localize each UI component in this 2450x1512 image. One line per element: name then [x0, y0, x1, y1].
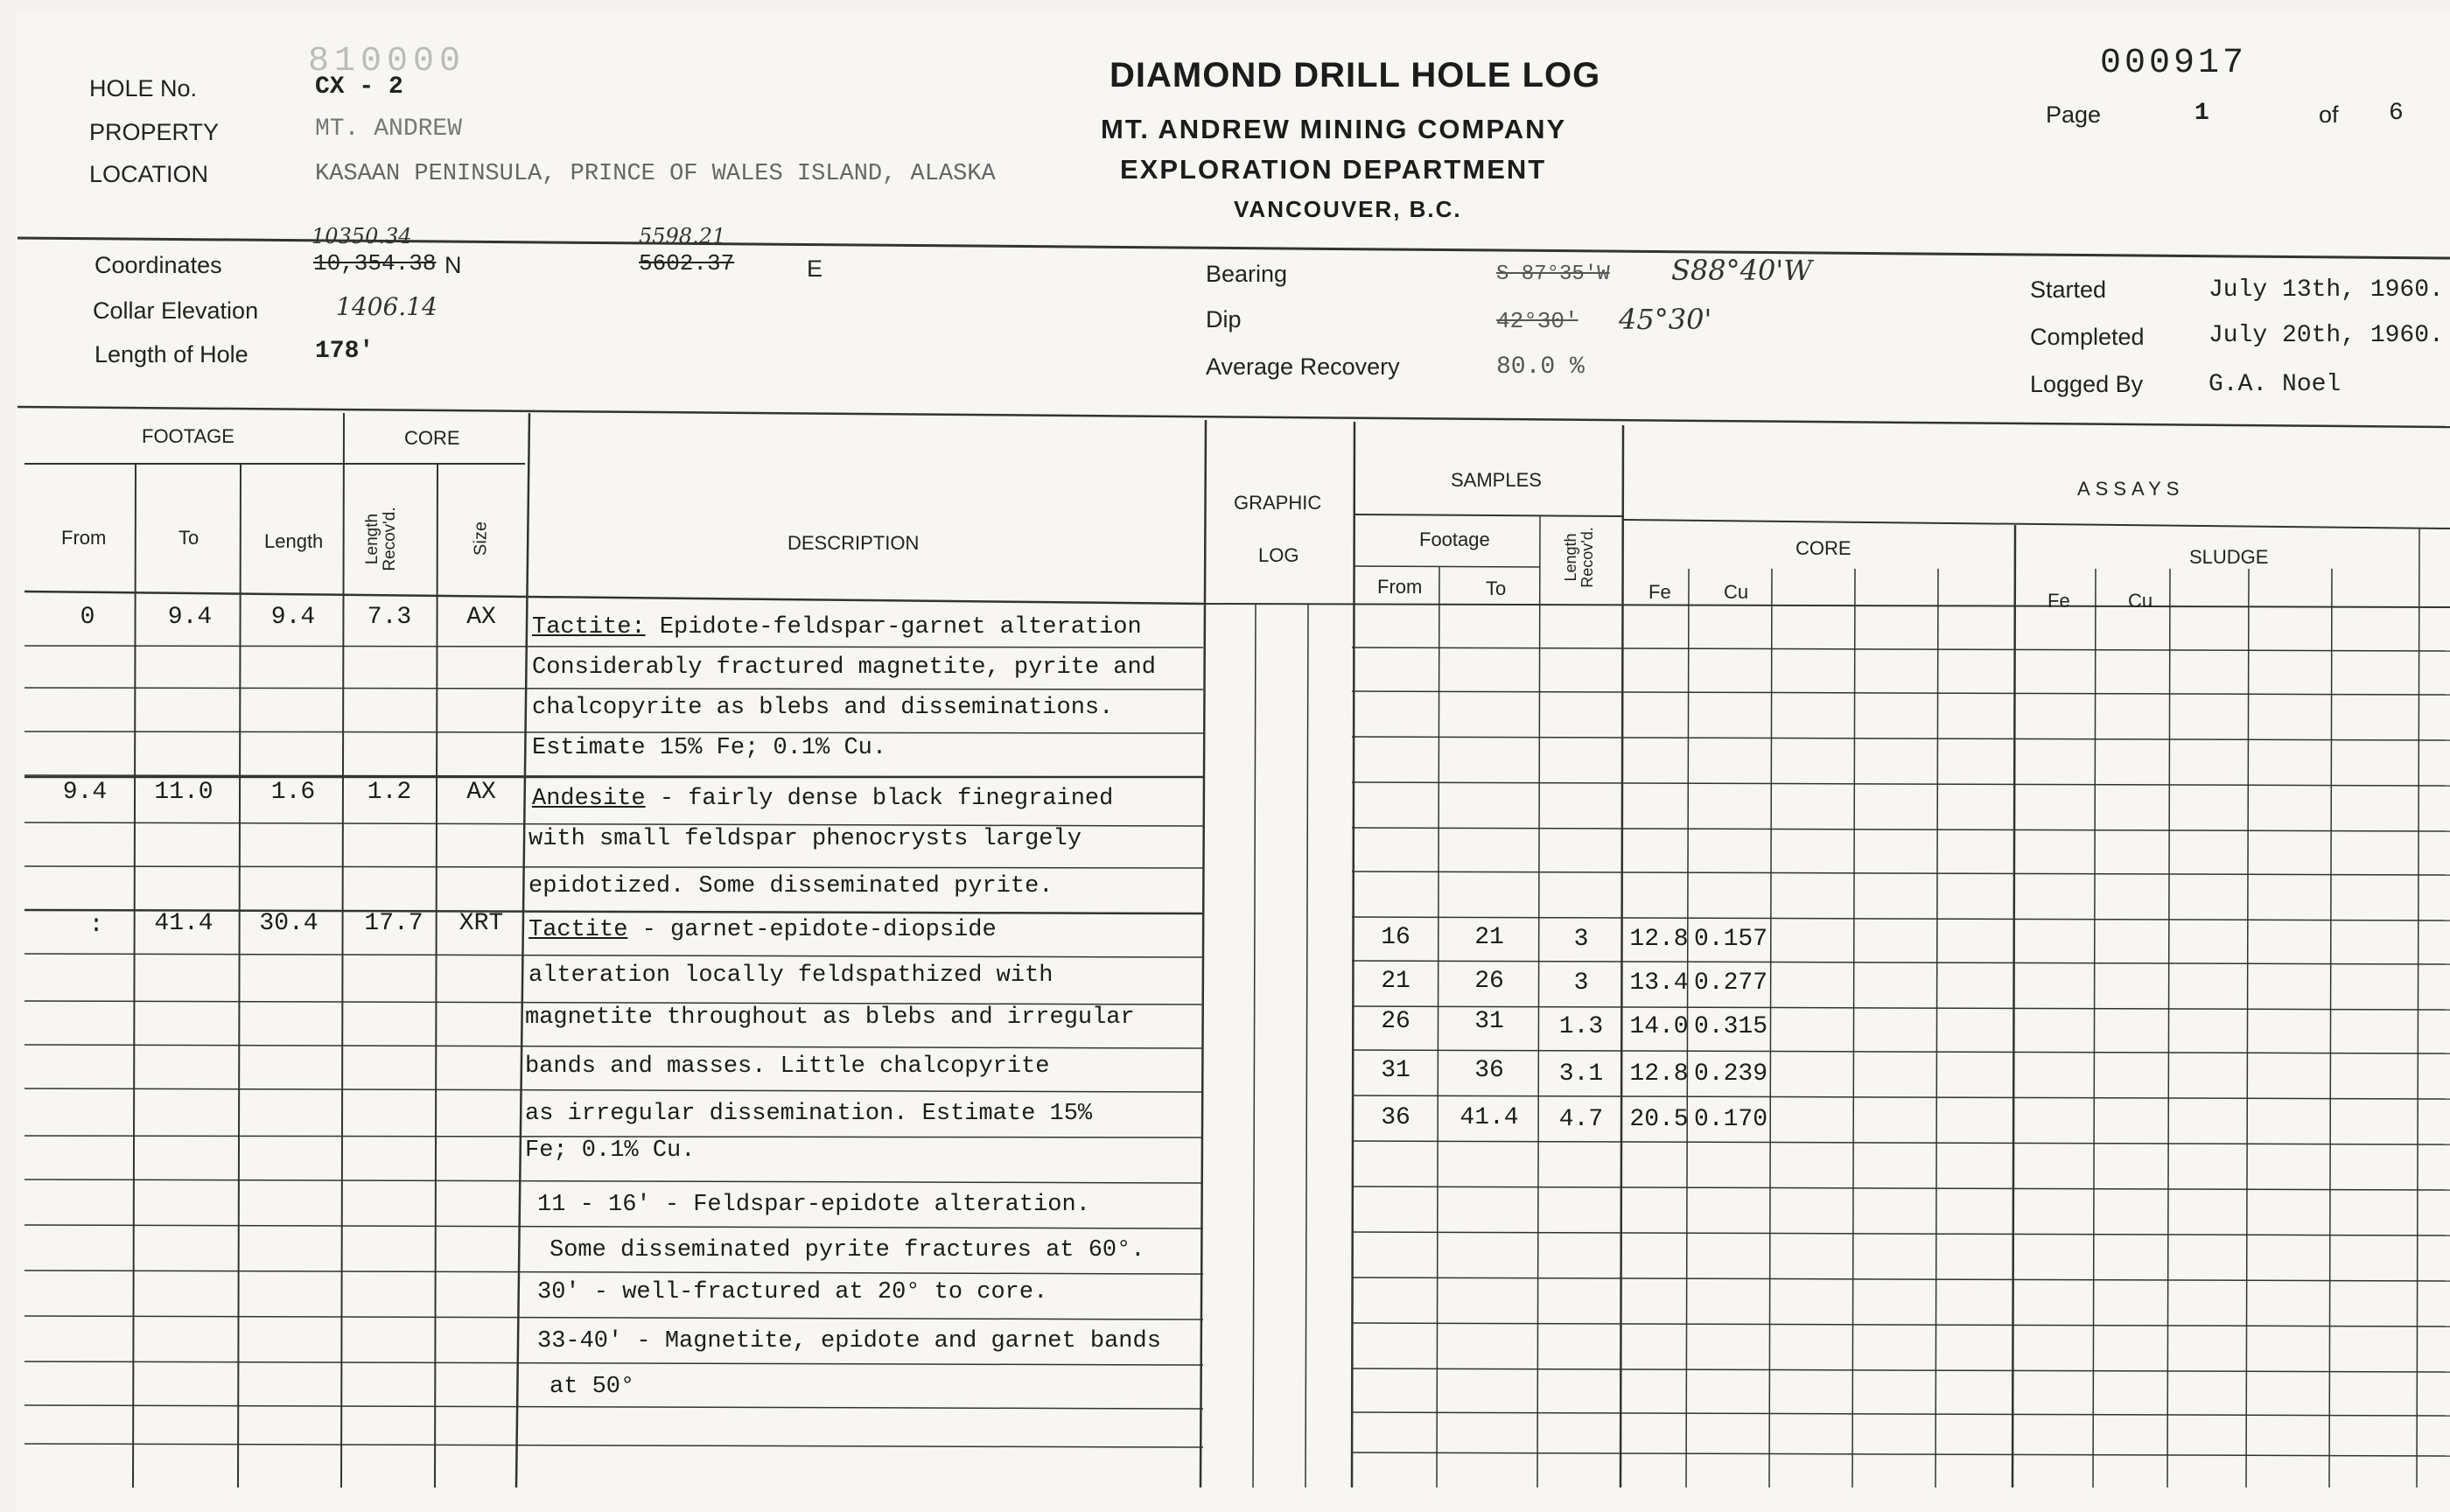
interval-3-from: :: [88, 912, 104, 939]
elevation-label: Collar Elevation: [93, 298, 259, 324]
col-log: LOG: [1258, 544, 1299, 566]
started-label: Started: [2030, 276, 2107, 303]
description-line: magnetite throughout as blebs and irregular: [525, 1004, 1135, 1031]
col-samples: SAMPLES: [1451, 469, 1542, 491]
description-line: Some disseminated pyrite fractures at 60°.: [550, 1237, 1145, 1264]
col-footage: FOOTAGE: [142, 425, 234, 447]
page-number: 1: [2194, 100, 2209, 127]
col-samples-to: To: [1486, 578, 1507, 599]
dip-struck: 42°30': [1496, 308, 1578, 334]
interval-3-recov: 17.7: [364, 910, 424, 937]
description-line: [528, 917, 997, 943]
interval-2-length: 1.6: [270, 779, 316, 806]
description-text: - garnet-epidote-diopside: [627, 917, 997, 943]
company-name: MT. ANDREW MINING COMPANY: [1101, 114, 1567, 144]
col-graphic: GRAPHIC: [1234, 492, 1322, 514]
col-length-recovered: Length Recov'd.: [363, 507, 399, 571]
interval-1-from: 0: [80, 604, 95, 631]
description-line: chalcopyrite as blebs and disseminations.: [532, 695, 1114, 721]
interval-3-size: XRT: [458, 910, 504, 937]
col-assay-sludge: SLUDGE: [2189, 546, 2269, 568]
dip-label: Dip: [1206, 306, 1242, 332]
description-line: epidotized. Some disseminated pyrite.: [528, 873, 1054, 900]
sample-5-fe: 20.5: [1629, 1106, 1689, 1133]
sample-4-cu: 0.239: [1693, 1060, 1768, 1088]
coord-north-struck: 10,354.38: [313, 250, 437, 276]
interval-3-to: 41.4: [154, 910, 214, 937]
description-text: Epidote-feldspar-garnet alteration: [645, 614, 1142, 640]
interval-2-recov: 1.2: [367, 779, 412, 806]
description-line: 30' - well-fractured at 20° to core.: [537, 1279, 1048, 1306]
description-line: alteration locally feldspathized with: [528, 962, 1054, 989]
description-line: Estimate 15% Fe; 0.1% Cu.: [532, 735, 887, 761]
coord-east-suffix: E: [807, 256, 823, 282]
of-label: of: [2319, 102, 2339, 128]
col-sludge-fe: Fe: [2048, 590, 2070, 612]
col-to: To: [178, 527, 200, 549]
description-text: - fairly dense black finegrained: [645, 786, 1114, 812]
description-line: 11 - 16' - Feldspar-epidote alteration.: [537, 1192, 1090, 1218]
description-line: as irregular dissemination. Estimate 15%: [525, 1101, 1093, 1127]
length-label: Length of Hole: [94, 341, 248, 368]
description-line: bands and masses. Little chalcopyrite: [525, 1054, 1050, 1080]
col-assay-core: CORE: [1796, 537, 1852, 559]
col-sludge-cu: Cu: [2128, 590, 2153, 612]
page-title: DIAMOND DRILL HOLE LOG: [1110, 56, 1601, 94]
sample-3-recov: 1.3: [1558, 1013, 1604, 1040]
description-line: at 50°: [550, 1374, 635, 1400]
interval-1-to: 9.4: [167, 604, 213, 631]
location-value: KASAAN PENINSULA, PRINCE OF WALES ISLAND, ALASKA: [315, 161, 996, 187]
completed-label: Completed: [2030, 324, 2145, 350]
sample-3-to: 31: [1474, 1008, 1504, 1035]
bearing-struck: S 87°35'W: [1496, 262, 1610, 286]
description-line: 33-40' - Magnetite, epidote and garnet bands: [537, 1328, 1161, 1354]
sample-1-to: 21: [1474, 924, 1504, 951]
col-size: Size: [471, 522, 491, 556]
description-line: with small feldspar phenocrysts largely: [528, 826, 1082, 852]
recovery-value: 80.0 %: [1496, 354, 1585, 381]
interval-3-length: 30.4: [259, 910, 318, 937]
interval-1-recov: 7.3: [367, 604, 412, 631]
description-line: [532, 614, 1142, 640]
coord-east-struck: 5602.37: [639, 250, 735, 276]
sample-5-cu: 0.170: [1693, 1106, 1768, 1133]
sample-5-from: 36: [1381, 1104, 1410, 1131]
coordinates-label: Coordinates: [94, 252, 222, 278]
rock-type-tactite: Tactite: [528, 917, 628, 943]
col-from: From: [61, 527, 107, 549]
interval-1-size: AX: [466, 604, 496, 631]
sample-2-recov: 3: [1573, 970, 1589, 997]
stamp-number: 810000: [308, 42, 466, 81]
sample-4-from: 31: [1381, 1057, 1410, 1084]
sample-5-recov: 4.7: [1558, 1106, 1604, 1133]
elevation-value: 1406.14: [336, 292, 438, 321]
document-number: 000917: [2100, 44, 2248, 83]
sample-3-from: 26: [1381, 1008, 1410, 1035]
completed-value: July 20th, 1960.: [2208, 322, 2444, 349]
sample-2-from: 21: [1381, 968, 1410, 995]
sample-3-cu: 0.315: [1693, 1013, 1768, 1040]
bearing-value: S88°40'W: [1671, 254, 1813, 287]
col-assays: ASSAYS: [2077, 478, 2185, 500]
sample-2-fe: 13.4: [1629, 970, 1689, 997]
col-samples-footage: Footage: [1419, 528, 1490, 550]
started-value: July 13th, 1960.: [2208, 276, 2444, 304]
bearing-label: Bearing: [1206, 261, 1288, 287]
dip-value: 45°30': [1619, 303, 1712, 336]
interval-2-from: 9.4: [62, 779, 108, 806]
sample-1-from: 16: [1381, 924, 1410, 951]
hole-label: HOLE No.: [89, 75, 198, 102]
sample-1-fe: 12.8: [1629, 926, 1689, 953]
sample-4-recov: 3.1: [1558, 1060, 1604, 1088]
col-samples-length-recovered: Length Recov'd.: [1562, 527, 1596, 588]
page-total: 6: [2389, 100, 2404, 127]
interval-2-size: AX: [466, 779, 496, 806]
col-core-fe: Fe: [1648, 581, 1671, 603]
col-description: DESCRIPTION: [788, 532, 920, 554]
page-label: Page: [2046, 102, 2102, 128]
sample-4-fe: 12.8: [1629, 1060, 1689, 1088]
description-line: [532, 786, 1113, 812]
length-value: 178': [315, 338, 374, 365]
department-name: EXPLORATION DEPARTMENT: [1120, 154, 1547, 185]
sample-1-recov: 3: [1573, 926, 1589, 953]
coord-north-hand: 10350.34: [312, 224, 412, 248]
rock-type-andesite: Andesite: [532, 786, 646, 812]
description-line: Considerably fractured magnetite, pyrite and: [532, 654, 1156, 681]
rock-type-tactite: Tactite:: [532, 614, 646, 640]
hole-value: CX - 2: [315, 74, 403, 101]
logged-label: Logged By: [2030, 371, 2144, 397]
property-value: MT. ANDREW: [315, 116, 463, 143]
sample-4-to: 36: [1474, 1057, 1504, 1084]
interval-1-length: 9.4: [270, 604, 316, 631]
interval-2-to: 11.0: [154, 779, 214, 806]
sample-2-to: 26: [1474, 968, 1504, 995]
col-length: Length: [264, 530, 324, 552]
sample-5-to: 41.4: [1460, 1104, 1519, 1131]
city-name: VANCOUVER, B.C.: [1234, 196, 1462, 222]
coord-east-hand: 5598.21: [639, 224, 726, 248]
property-label: PROPERTY: [89, 119, 220, 145]
logged-value: G.A. Noel: [2208, 371, 2342, 398]
col-core: CORE: [404, 427, 460, 449]
col-samples-from: From: [1377, 576, 1423, 598]
recovery-label: Average Recovery: [1206, 354, 1400, 380]
sample-2-cu: 0.277: [1693, 970, 1768, 997]
sample-1-cu: 0.157: [1693, 926, 1768, 953]
col-core-cu: Cu: [1724, 581, 1749, 603]
description-line: Fe; 0.1% Cu.: [525, 1138, 696, 1164]
coord-north-suffix: N: [444, 252, 462, 278]
sample-3-fe: 14.0: [1629, 1013, 1689, 1040]
location-label: LOCATION: [89, 161, 209, 187]
